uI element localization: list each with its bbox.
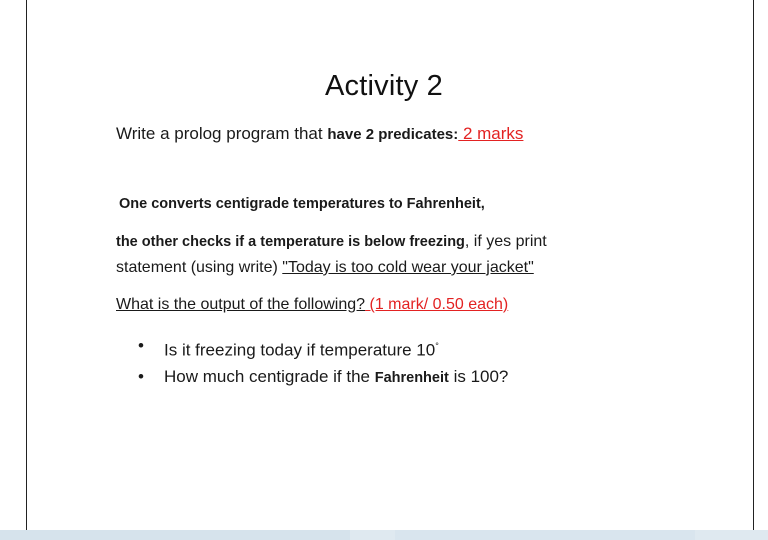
bottom-bar-segment — [0, 530, 350, 540]
bottom-bar — [0, 530, 768, 540]
instruction-predicates: have 2 predicates: — [327, 126, 459, 143]
requirement-two-bold: the other checks if a temperature is below freezing — [116, 234, 465, 250]
question-item-2a: How much centigrade if the — [164, 366, 375, 386]
list-item — [138, 364, 508, 391]
list-item — [138, 333, 508, 364]
marks-label: 2 marks — [458, 124, 524, 143]
requirement-two — [116, 233, 547, 251]
question-text: What is the output of the following? — [116, 296, 366, 313]
degree-symbol: ° — [435, 341, 439, 351]
requirement-two-continued — [116, 259, 534, 277]
requirement-two-rest: , if yes print — [464, 233, 547, 250]
question-marks: (1 mark/ 0.50 each) — [365, 296, 509, 313]
instruction-line — [116, 124, 523, 144]
bottom-bar-segment — [395, 530, 695, 540]
question-list — [138, 333, 508, 391]
question-line — [116, 296, 508, 314]
bullet-icon: • — [138, 336, 144, 355]
statement-text: statement (using write) — [116, 259, 283, 276]
quoted-message: "Today is too cold wear your jacket" — [282, 259, 534, 276]
question-item-1: Is it freezing today if temperature 10 — [164, 340, 436, 360]
question-item-2b: is 100? — [448, 366, 509, 386]
bullet-icon: • — [138, 366, 144, 386]
page-title: Activity 2 — [324, 70, 444, 102]
requirement-one: One converts centigrade temperatures to Fahrenheit, — [119, 196, 485, 212]
question-item-2-bold: Fahrenheit — [374, 369, 449, 386]
instruction-text: Write a prolog program that — [116, 124, 328, 143]
